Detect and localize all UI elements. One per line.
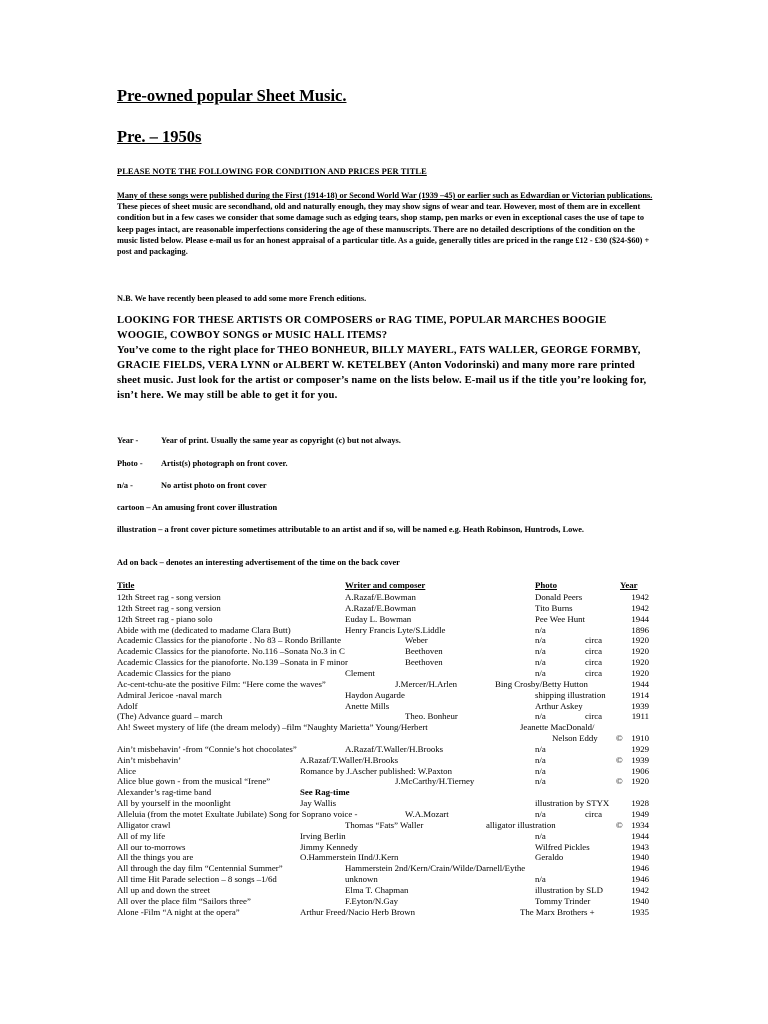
cell-title: Adolf	[117, 700, 138, 711]
cell-year: 1896	[631, 624, 649, 635]
table-row	[0, 701, 768, 712]
header-photo: Photo	[535, 580, 557, 590]
cell-writer: Henry Francis Lyte/S.Liddle	[345, 624, 446, 635]
cell-photo: n/a	[535, 624, 546, 635]
legend-illustration: illustration – a front cover picture sometimes attributable to an artist and if so, will be named e.g. Heath Robinson, Huntrods, Lowe.	[117, 525, 585, 534]
cell-photo: The Marx Brothers +	[520, 906, 595, 917]
cell-year: 1949	[631, 809, 649, 819]
cell-title: Academic Classics for the pianoforte . No 83 – Rondo Brillante	[117, 635, 342, 646]
cell-title: All time Hit Parade selection – 8 songs –1/6d	[117, 874, 277, 885]
cell-year: 1944	[631, 678, 649, 689]
cell-writer: Beethoven	[405, 646, 443, 657]
cell-writer: See Rag-time	[300, 787, 350, 798]
cell-title: All by yourself in the moonlight	[117, 798, 231, 809]
cell-writer: Thomas “Fats” Waller	[345, 819, 424, 830]
table-row	[0, 766, 768, 777]
cell-title: 12th Street rag - song version	[117, 592, 221, 602]
cell-title: All over the place film “Sailors three”	[117, 895, 251, 906]
cell-year: 1920	[631, 635, 649, 646]
cell-writer: Romance by J.Ascher published: W.Paxton	[300, 765, 452, 776]
cell-writer: W.A.Mozart	[405, 809, 449, 819]
cell-photo: n/a	[535, 776, 546, 787]
cell-photo: Bing Crosby/Betty Hutton	[495, 678, 588, 689]
cell-writer: Anette Mills	[345, 700, 390, 711]
cell-writer: Hammerstein 2nd/Kern/Crain/Wilde/Darnell/Eythe	[345, 863, 526, 874]
cell-year: 1946	[631, 863, 649, 874]
legend-value: Year of print. Usually the same year as copyright (c) but not always.	[161, 436, 401, 445]
cell-extra: circa	[585, 657, 603, 668]
table-row	[0, 722, 768, 733]
legend-key: n/a -	[117, 481, 133, 490]
cell-photo: n/a	[535, 765, 546, 776]
cell-extra: ©	[616, 819, 623, 830]
cell-writer: Haydon Augarde	[345, 689, 405, 700]
cell-title: Alexander’s rag-time band	[117, 787, 212, 798]
cell-photo: illustration by SLD	[535, 884, 603, 895]
cell-year: 1910	[631, 733, 649, 744]
cell-title: All our to-morrows	[117, 841, 186, 852]
cell-writer: J.McCarthy/H.Tierney	[395, 776, 475, 787]
cell-extra: circa	[585, 646, 603, 657]
cell-title: Academic Classics for the pianoforte. No.116 –Sonata No.3 in C	[117, 646, 345, 657]
cell-year: 1928	[631, 798, 649, 809]
cell-year: 1944	[631, 830, 649, 841]
cell-title: Alice blue gown - from the musical “Irene”	[117, 776, 271, 787]
cell-extra: ©	[616, 776, 623, 787]
cell-photo: illustration by STYX	[535, 798, 610, 809]
cell-title: Alice	[117, 765, 137, 776]
cell-extra: circa	[585, 809, 603, 819]
page-subtitle: Pre. – 1950s	[117, 127, 202, 146]
cell-photo: n/a	[535, 667, 546, 678]
cell-writer: Clement	[345, 667, 375, 678]
cell-photo: n/a	[535, 657, 546, 668]
promo-looking: LOOKING FOR THESE ARTISTS OR COMPOSERS or RAG TIME, POPULAR MARCHES BOOGIE WOOGIE, COWBOY SONGS or MUSIC HALL ITEMS?	[117, 315, 607, 341]
cell-title: Academic Classics for the piano	[117, 667, 231, 678]
cell-photo: n/a	[535, 874, 546, 885]
legend-key: Year -	[117, 436, 139, 445]
legend-value: Artist(s) photograph on front cover.	[161, 459, 288, 468]
cell-title: 12th Street rag - song version	[117, 602, 221, 613]
cell-year: 1942	[631, 602, 649, 613]
table-row	[0, 885, 768, 896]
cell-writer: Beethoven	[405, 657, 443, 668]
cell-year: 1939	[631, 754, 649, 765]
table-row	[0, 874, 768, 885]
cell-writer: Irving Berlin	[300, 830, 346, 841]
cell-photo: n/a	[535, 754, 546, 765]
cell-year: 1939	[631, 700, 649, 711]
cell-writer: O.Hammerstein IInd/J.Kern	[300, 852, 399, 863]
table-row	[0, 820, 768, 831]
cell-year: 1929	[631, 743, 649, 754]
legend-key: Photo -	[117, 459, 143, 468]
cell-photo: Pee Wee Hunt	[535, 613, 585, 624]
cell-photo: Donald Peers	[535, 592, 583, 602]
table-row	[0, 668, 768, 679]
cell-title: Ain’t misbehavin’ -from “Connie’s hot chocolates”	[117, 743, 297, 754]
cell-extra: ©	[616, 754, 623, 765]
table-row	[0, 646, 768, 657]
cell-writer: A.Razaf/E.Bowman	[345, 592, 416, 602]
cell-writer: F.Eyton/N.Gay	[345, 895, 399, 906]
cell-writer: A.Razaf/E.Bowman	[345, 602, 416, 613]
cell-extra: circa	[585, 635, 603, 646]
cell-title: Ac-cent-tchu-ate the positive Film: “Here come the waves”	[117, 678, 326, 689]
intro-underlined: Many of these songs were published during the First (1914-18) or Second World War (1939 –45) or earlier such as Edwardian or Victorian publications.	[117, 191, 653, 200]
cell-writer: Theo. Bonheur	[405, 711, 458, 722]
cell-title: Admiral Jericoe -naval march	[117, 689, 222, 700]
table-row	[0, 690, 768, 701]
cell-photo: Arthur Askey	[535, 700, 583, 711]
table-row	[0, 907, 768, 918]
table-row	[0, 592, 768, 603]
legend-cartoon: cartoon – An amusing front cover illustration	[117, 503, 278, 512]
table-row	[0, 657, 768, 668]
nb-note: N.B. We have recently been pleased to add some more French editions.	[117, 294, 367, 303]
table-row	[0, 863, 768, 874]
cell-title: Ain’t misbehavin’	[117, 754, 182, 765]
cell-extra: ©	[616, 733, 623, 744]
cell-year: 1914	[631, 689, 649, 700]
cell-year: 1935	[631, 906, 649, 917]
cell-title: All through the day film “Centennial Summer”	[117, 863, 283, 874]
cell-photo: n/a	[535, 830, 546, 841]
table-row	[0, 787, 768, 798]
note-heading: PLEASE NOTE THE FOLLOWING FOR CONDITION AND PRICES PER TITLE	[117, 167, 427, 176]
cell-year: 1934	[631, 819, 649, 830]
promo-right-place: You’ve come to the right place for THEO BONHEUR, BILLY MAYERL, FATS WALLER, GEORGE FORMBY, GRACIE FIELDS, VERA LYNN or ALBERT W. KETELBEY (Anton Vodorinski) and many more rare printed sheet music. Just look for the artist or composer’s name on the lists below. E-mail us if the title you’re looking for, isn’t here. We may still be able to get it for you.	[117, 344, 647, 401]
intro-block	[117, 190, 657, 257]
cell-writer: Jay Wallis	[300, 798, 337, 809]
cell-photo: Tito Burns	[535, 602, 573, 613]
cell-writer: unknown	[345, 874, 378, 885]
cell-writer: A.Razaf/T.Waller/H.Brooks	[300, 754, 399, 765]
intro-body: These pieces of sheet music are secondhand, old and naturally enough, they may show signs of wear and tear. However, most of them are in excellent condition but in a few cases we consider that some damage such as edging tears, shop stamp, pen marks or even in exceptional cases the use of tape to keep pages intact, are reasonable imperfections considering the age of these manuscripts. There are no detailed descriptions of the condition on the music listed below. Please e-mail us for an honest appraisal of a particular title. As a guide, generally titles are priced in the range £12 - £30 ($24-$60) + post and packaging.	[117, 202, 650, 257]
cell-photo: Jeanette MacDonald/	[520, 722, 595, 733]
table-row	[0, 744, 768, 755]
cell-title: Ah! Sweet mystery of life (the dream melody) –film “Naughty Marietta” Young/Herbert	[117, 722, 428, 733]
cell-year: 1920	[631, 776, 649, 787]
cell-year: 1942	[631, 884, 649, 895]
cell-title: All up and down the street	[117, 884, 211, 895]
cell-extra: circa	[585, 667, 603, 678]
cell-photo: n/a	[535, 809, 546, 819]
cell-year: 1946	[631, 874, 649, 885]
table-row	[0, 625, 768, 636]
cell-year: 1920	[631, 667, 649, 678]
cell-writer: Elma T. Chapman	[345, 884, 409, 895]
table-row	[0, 896, 768, 907]
cell-writer: A.Razaf/T.Waller/H.Brooks	[345, 743, 444, 754]
cell-year: 1943	[631, 841, 649, 852]
header-writer: Writer and composer	[345, 580, 426, 590]
cell-photo: n/a	[535, 646, 546, 657]
header-year: Year	[620, 580, 638, 590]
cell-year: 1942	[631, 592, 649, 602]
cell-writer: J.Mercer/H.Arlen	[395, 678, 458, 689]
cell-writer: Jimmy Kennedy	[300, 841, 358, 852]
table-row	[0, 679, 768, 690]
table-row	[0, 809, 768, 820]
cell-title: All the things you are	[117, 852, 194, 863]
cell-title: Alone -Film “A night at the opera”	[117, 906, 240, 917]
header-title: Title	[117, 580, 135, 590]
table-row	[0, 852, 768, 863]
table-row	[0, 711, 768, 722]
cell-photo: shipping illustration	[535, 689, 606, 700]
cell-photo: n/a	[535, 743, 546, 754]
table-row	[0, 603, 768, 614]
cell-photo: Tommy Trinder	[535, 895, 591, 906]
cell-title: (The) Advance guard – march	[117, 711, 223, 722]
table-row	[0, 614, 768, 625]
cell-writer: Weber	[405, 635, 428, 646]
cell-title: 12th Street rag - piano solo	[117, 613, 213, 624]
cell-year: 1920	[631, 646, 649, 657]
cell-title: Alligator crawl	[117, 819, 171, 830]
cell-year: 1944	[631, 613, 649, 624]
cell-year: 1920	[631, 657, 649, 668]
cell-photo: alligator illustration	[486, 819, 556, 830]
cell-title: Academic Classics for the pianoforte. No.139 –Sonata in F minor	[117, 657, 348, 668]
promo-block	[117, 314, 657, 403]
cell-photo: n/a	[535, 635, 546, 646]
cell-extra: circa	[585, 711, 603, 722]
table-row	[0, 798, 768, 809]
page-title: Pre-owned popular Sheet Music.	[117, 86, 347, 105]
cell-photo: Wilfred Pickles	[535, 841, 590, 852]
table-row	[0, 831, 768, 842]
table-row	[0, 755, 768, 766]
cell-photo: Nelson Eddy	[552, 733, 598, 744]
cell-title: Alleluia (from the motet Exultate Jubilate) Song for Soprano voice -	[117, 809, 358, 819]
legend-ad: Ad on back – denotes an interesting advertisement of the time on the back cover	[117, 558, 400, 567]
cell-year: 1940	[631, 852, 649, 863]
cell-year: 1940	[631, 895, 649, 906]
cell-title: Abide with me (dedicated to madame Clara Butt)	[117, 624, 291, 635]
table-row	[0, 733, 768, 744]
cell-title: All of my life	[117, 830, 166, 841]
table-row	[0, 776, 768, 787]
cell-photo: n/a	[535, 711, 546, 722]
cell-year: 1911	[631, 711, 649, 722]
cell-writer: Arthur Freed/Nacio Herb Brown	[300, 906, 416, 917]
table-row	[0, 635, 768, 646]
cell-photo: Geraldo	[535, 852, 564, 863]
cell-writer: Euday L. Bowman	[345, 613, 412, 624]
table-row	[0, 842, 768, 853]
legend-value: No artist photo on front cover	[161, 481, 267, 490]
cell-year: 1906	[631, 765, 649, 776]
